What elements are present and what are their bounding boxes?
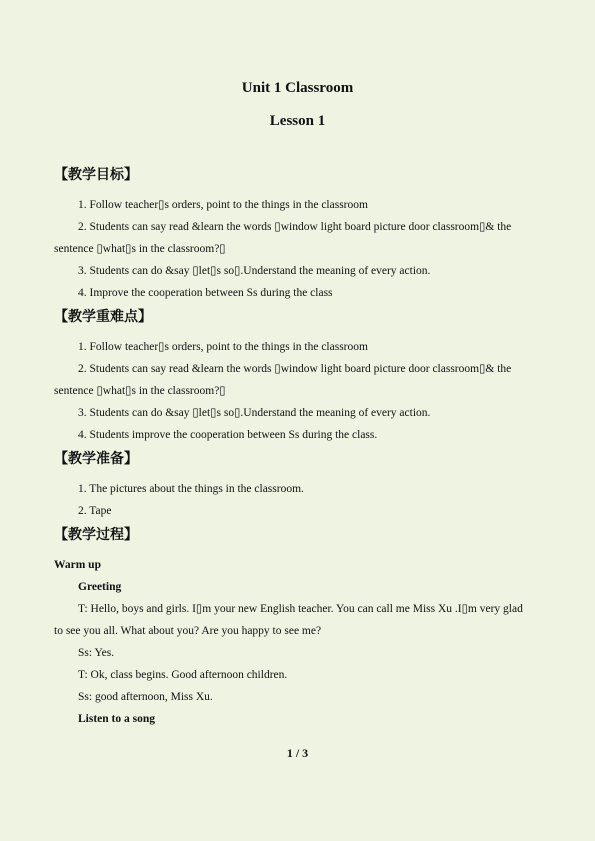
objective-line: sentence ▯what▯s in the classroom?▯ bbox=[54, 243, 226, 255]
greeting-label: Greeting bbox=[78, 581, 122, 593]
key-point-line: 3. Students can do &say ▯let▯s so▯.Understand the meaning of every action. bbox=[78, 407, 431, 419]
lesson-subtitle: Lesson 1 bbox=[269, 113, 326, 129]
page-number: 1 / 3 bbox=[286, 746, 309, 760]
process-heading: 【教学过程】 bbox=[54, 527, 138, 543]
preparation-line: 1. The pictures about the things in the classroom. bbox=[78, 483, 304, 495]
dialogue-line: T: Ok, class begins. Good afternoon children. bbox=[78, 669, 288, 681]
preparation-line: 2. Tape bbox=[78, 505, 112, 517]
key-point-line: 1. Follow teacher▯s orders, point to the things in the classroom bbox=[78, 341, 368, 353]
objective-line: 4. Improve the cooperation between Ss during the class bbox=[78, 287, 333, 299]
dialogue-line: Ss: good afternoon, Miss Xu. bbox=[78, 691, 213, 703]
document-title: Unit 1 Classroom bbox=[241, 80, 354, 96]
objective-line: 3. Students can do &say ▯let▯s so▯.Understand the meaning of every action. bbox=[78, 265, 431, 277]
objective-line: 2. Students can say read &learn the words ▯window light board picture door classroom▯& the bbox=[78, 221, 512, 233]
key-point-line: sentence ▯what▯s in the classroom?▯ bbox=[54, 385, 226, 397]
key-point-line: 2. Students can say read &learn the words ▯window light board picture door classroom▯& the bbox=[78, 363, 512, 375]
objectives-heading: 【教学目标】 bbox=[54, 167, 138, 183]
dialogue-line: T: Hello, boys and girls. I▯m your new English teacher. You can call me Miss Xu .I▯m very glad bbox=[78, 603, 523, 615]
key-point-line: 4. Students improve the cooperation between Ss during the class. bbox=[78, 429, 378, 441]
warm-up-label: Warm up bbox=[54, 559, 101, 571]
dialogue-line: Ss: Yes. bbox=[78, 647, 115, 659]
key-points-heading: 【教学重难点】 bbox=[54, 309, 152, 325]
dialogue-line: to see you all. What about you? Are you happy to see me? bbox=[54, 625, 322, 637]
listen-song-label: Listen to a song bbox=[78, 713, 155, 725]
preparation-heading: 【教学准备】 bbox=[54, 451, 138, 467]
objective-line: 1. Follow teacher▯s orders, point to the things in the classroom bbox=[78, 199, 368, 211]
